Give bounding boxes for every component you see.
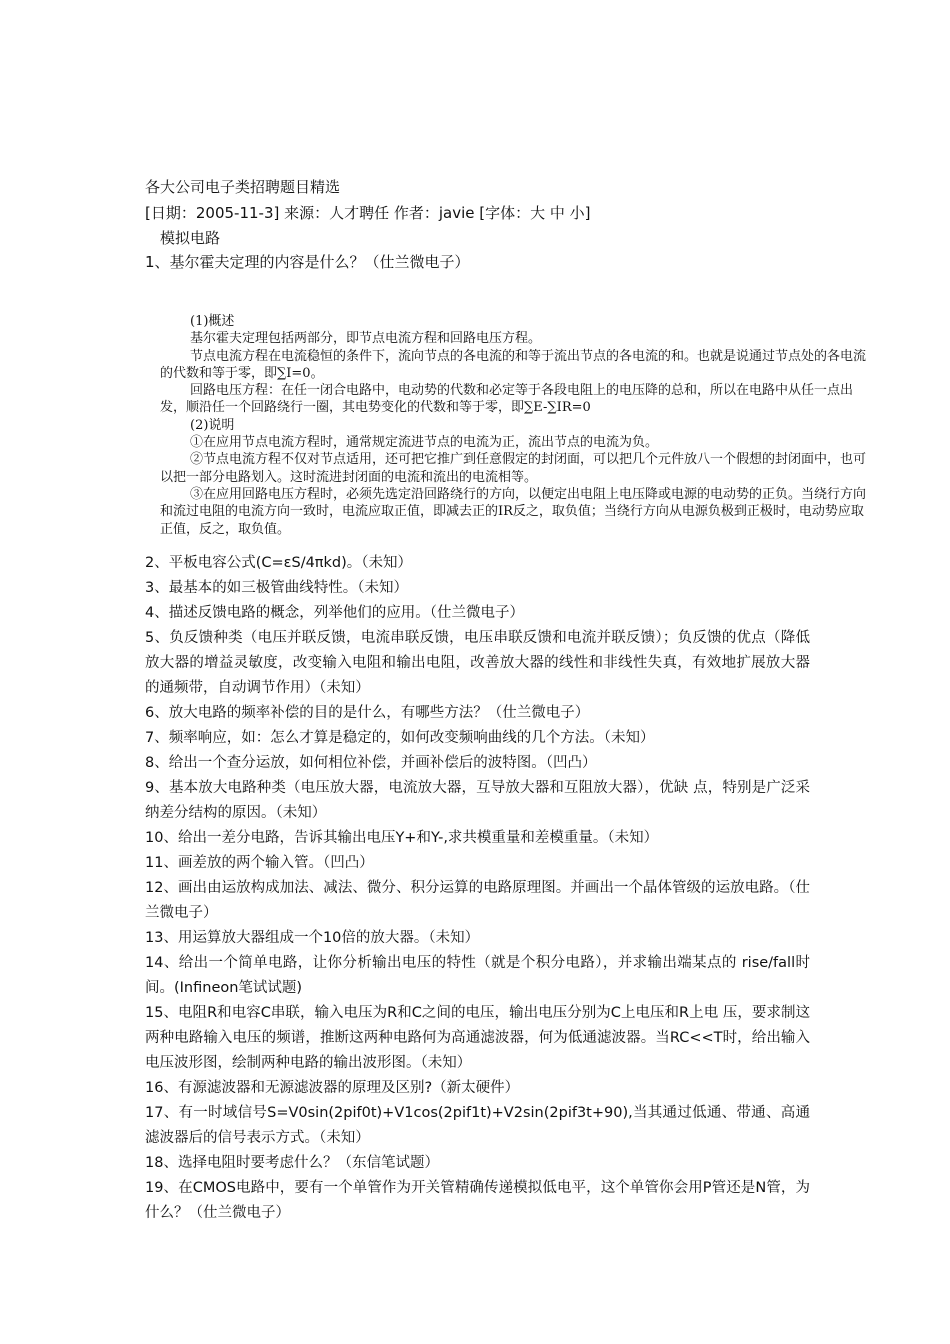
question-item: 3、最基本的如三极管曲线特性。（未知） (145, 580, 408, 596)
question-item: 4、描述反馈电路的概念，列举他们的应用。（仕兰微电子） (145, 605, 524, 621)
answer-paragraph: 回路电压方程：在任一闭合电路中，电动势的代数和必定等于各段电阻上的电压降的总和，所以在电路中从任一点出发，顺沿任一个回路绕行一圈，其电势变化的代数和等于零，即∑E-∑IR=0 (160, 383, 854, 416)
question-1: 1、基尔霍夫定理的内容是什么？（仕兰微电子） (145, 253, 470, 271)
question-item: 13、用运算放大器组成一个10倍的放大器。（未知） (145, 930, 480, 946)
answer-paragraph: ②节点电流方程不仅对节点适用，还可把它推广到任意假定的封闭面，可以把几个元件放八一个假想的封闭面中，也可以把一部分电路划入。这时流进封闭面的电流和流出的电流相等。 (160, 452, 867, 485)
question-item: 11、画差放的两个输入管。（凹凸） (145, 855, 374, 871)
document-meta: [日期：2005-11-3] 来源：人才聘任 作者：javie [字体：大 中 小] (145, 204, 591, 222)
question-item: 2、平板电容公式(C=εS/4πkd)。（未知） (145, 555, 413, 571)
question-item: 17、有一时域信号S=V0sin(2pif0t)+V1cos(2pif1t)+V2sin(2pif3t+90),当其通过低通、带通、高通滤波器后的信号表示方式。（未知） (145, 1105, 810, 1146)
question-item: 9、基本放大电路种类（电压放大器，电流放大器，互导放大器和互阻放大器），优缺 点，特别是广泛采纳差分结构的原因。（未知） (145, 780, 810, 821)
question-item: 18、选择电阻时要考虑什么？（东信笔试题） (145, 1155, 439, 1171)
answer-paragraph: 基尔霍夫定理包括两部分，即节点电流方程和回路电压方程。 (190, 331, 542, 347)
question-item: 5、负反馈种类（电压并联反馈，电流串联反馈，电压串联反馈和电流并联反馈）；负反馈的优点（降低放大器的增益灵敏度，改变输入电阻和输出电阻，改善放大器的线性和非线性失真，有效地扩展放大器的通频带，自动调节作用）（未知） (145, 630, 810, 696)
kirchhoff-answer (160, 313, 872, 538)
document-title: 各大公司电子类招聘题目精选 (145, 178, 341, 196)
question-item: 10、给出一差分电路，告诉其输出电压Y+和Y-,求共模重量和差模重量。（未知） (145, 830, 659, 846)
question-item: 7、频率响应，如：怎么才算是稳定的，如何改变频响曲线的几个方法。（未知） (145, 730, 655, 746)
question-item: 12、画出由运放构成加法、减法、微分、积分运算的电路原理图。并画出一个晶体管级的运放电路。（仕兰微电子） (145, 880, 810, 921)
question-item: 6、放大电路的频率补偿的目的是什么，有哪些方法？（仕兰微电子） (145, 705, 590, 721)
answer-heading: (2)说明 (190, 417, 235, 433)
answer-heading: (1)概述 (190, 314, 235, 329)
question-item: 19、在CMOS电路中，要有一个单管作为开关管精确传递模拟低电平，这个单管你会用P管还是N管，为什么？（仕兰微电子） (145, 1180, 810, 1221)
question-item: 15、电阻R和电容C串联，输入电压为R和C之间的电压，输出电压分别为C上电压和R上电 压，要求制这两种电路输入电压的频谱，推断这两种电路何为高通滤波器，何为低通滤波器。当RC<<T时，给出输入电压波形图，绘制两种电路的输出波形图。（未知） (145, 1005, 810, 1071)
answer-paragraph: ①在应用节点电流方程时，通常规定流进节点的电流为正，流出节点的电流为负。 (190, 435, 659, 451)
question-item: 16、有源滤波器和无源滤波器的原理及区别?（新太硬件） (145, 1080, 520, 1096)
question-item: 14、给出一个简单电路，让你分析输出电压的特性（就是个积分电路），并求输出端某点的 rise/fall时间。(Infineon笔试试题) (145, 955, 810, 996)
section-heading: 模拟电路 (160, 229, 221, 247)
answer-paragraph: 节点电流方程在电流稳恒的条件下，流向节点的各电流的和等于流出节点的各电流的和。也就是说通过节点处的各电流的代数和等于零，即∑I=0。 (160, 348, 867, 381)
answer-paragraph: ③在应用回路电压方程时，必须先选定沿回路绕行的方向，以便定出电阻上电压降或电源的电动势的正负。当绕行方向和流过电阻的电流方向一致时，电流应取正值，即减去正的IR反之，取负值；当绕行方向从电源负极到正极时，电动势应取正值，反之，取负值。 (160, 486, 867, 537)
question-list (145, 551, 810, 1226)
question-item: 8、给出一个查分运放，如何相位补偿，并画补偿后的波特图。（凹凸） (145, 755, 597, 771)
